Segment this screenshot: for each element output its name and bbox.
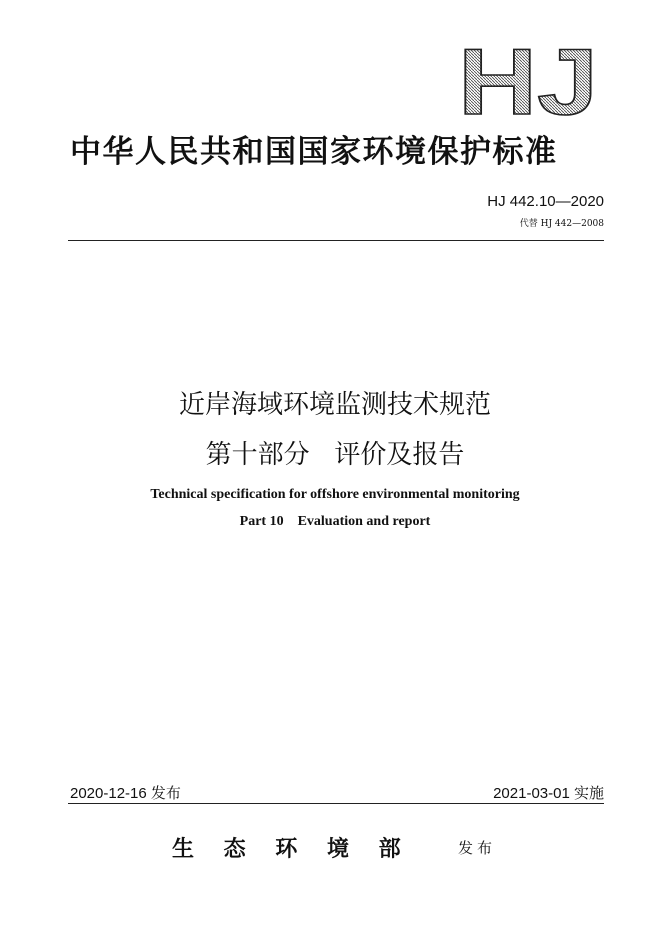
hj-logo-text: HJ: [458, 38, 598, 118]
standard-number: HJ 442.10—2020: [487, 193, 604, 210]
header-divider: [68, 240, 604, 241]
replaced-standard: 代替 HJ 442—2008: [519, 219, 604, 229]
document-title-cn: 近岸海域环境监测技术规范: [178, 390, 491, 420]
document-part-en: Part 10 Evaluation and report: [239, 514, 431, 529]
implementation-date: 2021-03-01 实施: [493, 785, 604, 802]
issuing-authority: 中华人民共和国国家环境保护标准: [70, 134, 558, 170]
publisher: 生 态 环 境 部: [172, 836, 401, 862]
hj-logo: [456, 38, 606, 118]
issue-date: 2020-12-16 发布: [70, 785, 181, 802]
document-title-en: Technical specification for offshore environmental monitoring: [150, 487, 520, 502]
footer-divider: [68, 803, 604, 804]
publish-word: 发布: [458, 839, 497, 857]
document-part-cn: 第十部分 评价及报告: [205, 440, 465, 470]
